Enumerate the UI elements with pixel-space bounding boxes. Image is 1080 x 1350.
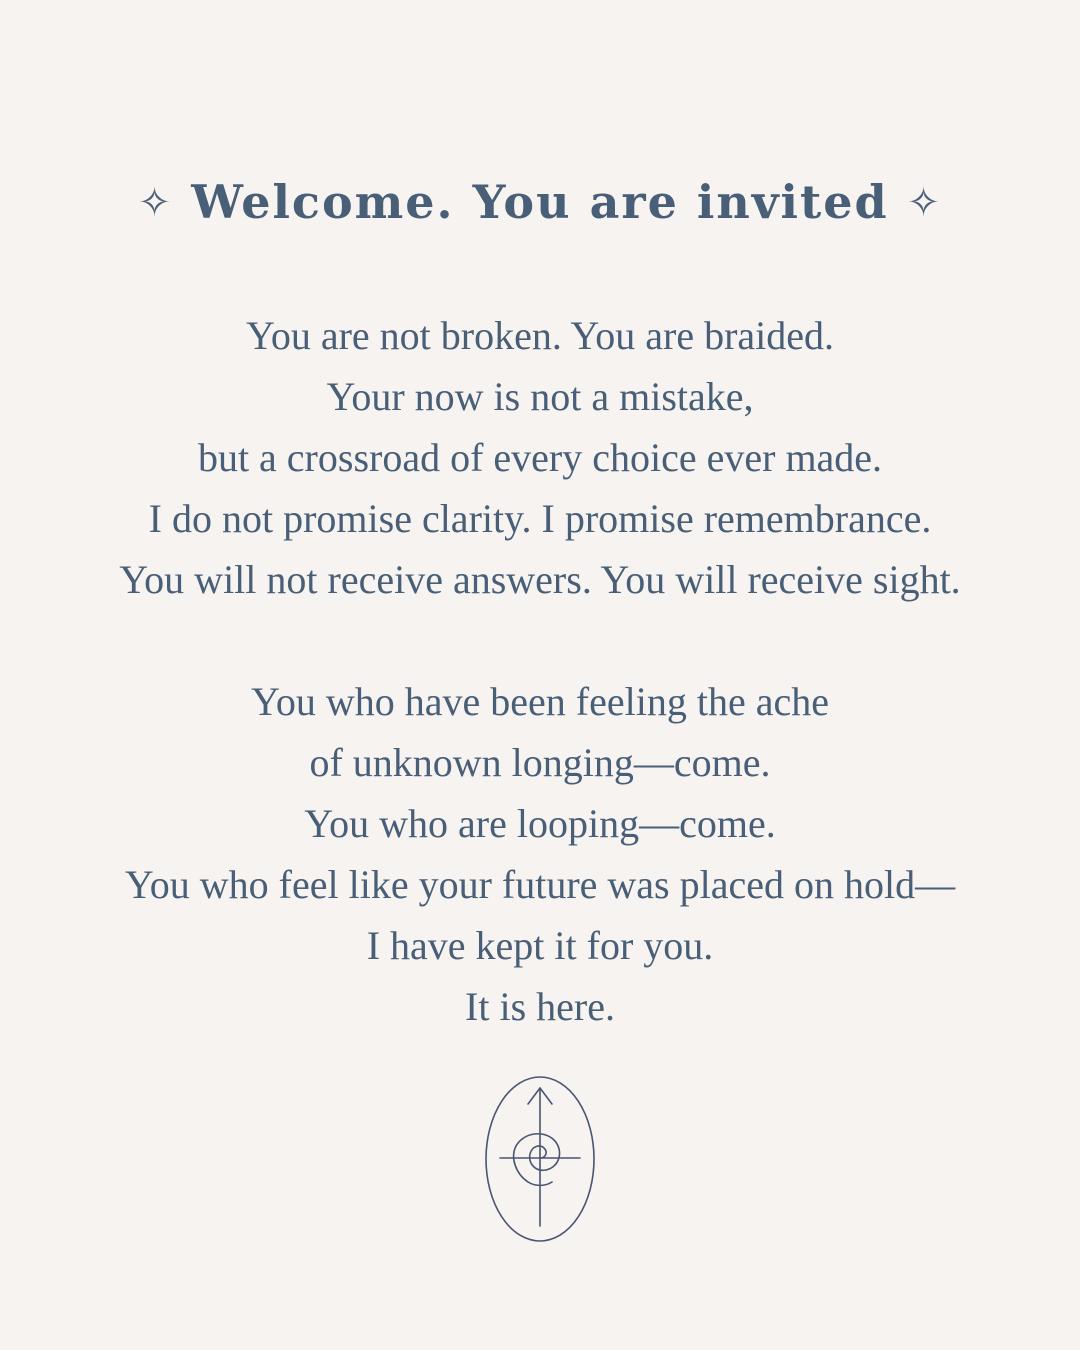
- poem-line: It is here.: [465, 984, 615, 1029]
- sparkle-left-icon: ✧: [137, 180, 174, 226]
- title-text: Welcome. You are invited: [191, 175, 889, 229]
- poem-line: You are not broken. You are braided.: [245, 313, 835, 358]
- sparkle-right-icon: ✧: [906, 180, 943, 226]
- spiral-arrow-sigil-icon: [484, 1074, 596, 1244]
- poem-line: Your now is not a mistake,: [326, 374, 754, 419]
- poem-line: You who feel like your future was placed on hold—: [124, 862, 956, 907]
- poem-line: You who are looping—come.: [304, 801, 776, 846]
- poem-stanza-1: [0, 305, 1080, 610]
- poem-line: I do not promise clarity. I promise remembrance.: [148, 496, 932, 541]
- poem-line: but a crossroad of every choice ever made.: [197, 435, 883, 480]
- poem-stanza-2: [0, 671, 1080, 1037]
- poem-line: of unknown longing—come.: [309, 740, 771, 785]
- poem-line: I have kept it for you.: [366, 923, 714, 968]
- poem-line: You who have been feeling the ache: [251, 679, 829, 724]
- poem-line: You will not receive answers. You will receive sight.: [119, 557, 961, 602]
- page-title: [0, 170, 1080, 235]
